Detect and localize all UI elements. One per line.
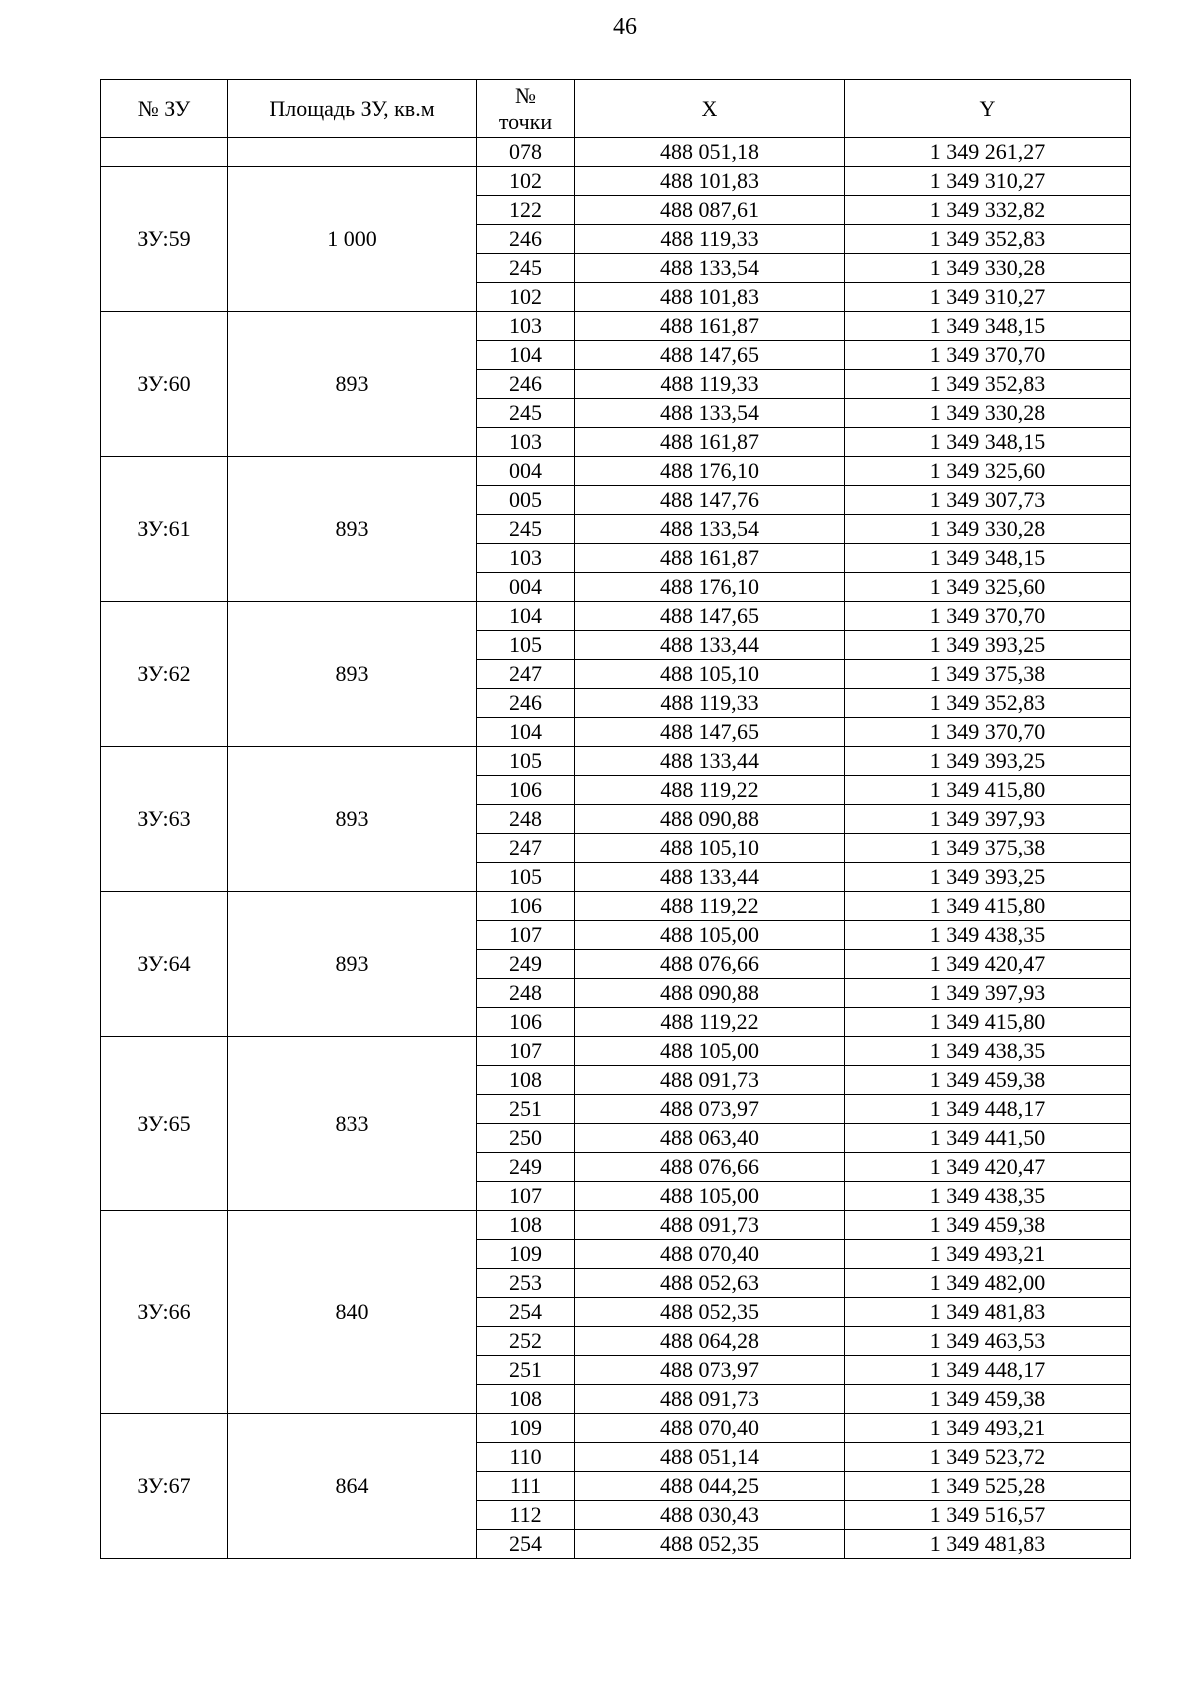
cell-point: 103 (477, 428, 575, 457)
header-point-label: № точки (498, 82, 553, 134)
cell-y: 1 349 448,17 (845, 1356, 1131, 1385)
cell-point: 104 (477, 602, 575, 631)
table-header (101, 80, 1131, 138)
cell-x: 488 101,83 (575, 167, 845, 196)
cell-y: 1 349 370,70 (845, 341, 1131, 370)
page-number: 46 (613, 14, 637, 40)
cell-point: 247 (477, 834, 575, 863)
header-area: Площадь ЗУ, кв.м (228, 80, 477, 138)
cell-point: 102 (477, 167, 575, 196)
cell-y: 1 349 261,27 (845, 138, 1131, 167)
cell-x: 488 076,66 (575, 1153, 845, 1182)
cell-point: 105 (477, 863, 575, 892)
cell-y: 1 349 481,83 (845, 1298, 1131, 1327)
cell-x: 488 051,18 (575, 138, 845, 167)
cell-point: 106 (477, 1008, 575, 1037)
cell-y: 1 349 352,83 (845, 370, 1131, 399)
cell-x: 488 091,73 (575, 1066, 845, 1095)
cell-x: 488 147,65 (575, 718, 845, 747)
cell-y: 1 349 375,38 (845, 834, 1131, 863)
cell-y: 1 349 459,38 (845, 1385, 1131, 1414)
cell-y: 1 349 448,17 (845, 1095, 1131, 1124)
cell-x: 488 030,43 (575, 1501, 845, 1530)
table-body (101, 138, 1131, 1559)
cell-zu: ЗУ:62 (101, 602, 228, 747)
cell-point: 105 (477, 747, 575, 776)
cell-x: 488 133,44 (575, 631, 845, 660)
cell-x: 488 070,40 (575, 1414, 845, 1443)
cell-y: 1 349 310,27 (845, 283, 1131, 312)
cell-y: 1 349 393,25 (845, 747, 1131, 776)
cell-area: 893 (228, 747, 477, 892)
cell-point: 245 (477, 399, 575, 428)
cell-zu: ЗУ:60 (101, 312, 228, 457)
cell-y: 1 349 463,53 (845, 1327, 1131, 1356)
cell-x: 488 051,14 (575, 1443, 845, 1472)
cell-y: 1 349 348,15 (845, 544, 1131, 573)
cell-y: 1 349 330,28 (845, 254, 1131, 283)
table-row (101, 1211, 1131, 1240)
cell-area: 1 000 (228, 167, 477, 312)
cell-y: 1 349 438,35 (845, 1037, 1131, 1066)
cell-point: 251 (477, 1095, 575, 1124)
cell-point: 246 (477, 689, 575, 718)
cell-point: 249 (477, 1153, 575, 1182)
cell-y: 1 349 415,80 (845, 892, 1131, 921)
cell-x: 488 161,87 (575, 544, 845, 573)
cell-x: 488 161,87 (575, 428, 845, 457)
cell-x: 488 090,88 (575, 979, 845, 1008)
cell-x: 488 147,65 (575, 602, 845, 631)
cell-x: 488 105,00 (575, 1182, 845, 1211)
cell-x: 488 052,35 (575, 1298, 845, 1327)
cell-y: 1 349 348,15 (845, 312, 1131, 341)
cell-x: 488 105,00 (575, 921, 845, 950)
cell-zu: ЗУ:59 (101, 167, 228, 312)
cell-point: 004 (477, 573, 575, 602)
cell-point: 122 (477, 196, 575, 225)
cell-y: 1 349 441,50 (845, 1124, 1131, 1153)
cell-y: 1 349 415,80 (845, 1008, 1131, 1037)
cell-y: 1 349 393,25 (845, 863, 1131, 892)
cell-x: 488 087,61 (575, 196, 845, 225)
cell-y: 1 349 370,70 (845, 602, 1131, 631)
cell-area: 893 (228, 602, 477, 747)
cell-zu: ЗУ:63 (101, 747, 228, 892)
cell-y: 1 349 325,60 (845, 457, 1131, 486)
cell-y: 1 349 375,38 (845, 660, 1131, 689)
cell-x: 488 073,97 (575, 1095, 845, 1124)
cell-x: 488 105,10 (575, 660, 845, 689)
cell-x: 488 119,22 (575, 1008, 845, 1037)
cell-point: 108 (477, 1385, 575, 1414)
cell-point: 254 (477, 1298, 575, 1327)
table-row (101, 138, 1131, 167)
header-row (101, 80, 1131, 138)
cell-point: 106 (477, 892, 575, 921)
cell-zu: ЗУ:61 (101, 457, 228, 602)
cell-y: 1 349 482,00 (845, 1269, 1131, 1298)
cell-y: 1 349 330,28 (845, 515, 1131, 544)
cell-point: 104 (477, 718, 575, 747)
cell-y: 1 349 325,60 (845, 573, 1131, 602)
cell-x: 488 133,54 (575, 254, 845, 283)
cell-point: 110 (477, 1443, 575, 1472)
cell-x: 488 063,40 (575, 1124, 845, 1153)
cell-point: 105 (477, 631, 575, 660)
table-row (101, 1037, 1131, 1066)
cell-area: 833 (228, 1037, 477, 1211)
header-x: X (575, 80, 845, 138)
cell-point: 109 (477, 1414, 575, 1443)
cell-point: 251 (477, 1356, 575, 1385)
table-row (101, 747, 1131, 776)
cell-point: 102 (477, 283, 575, 312)
cell-x: 488 073,97 (575, 1356, 845, 1385)
cell-area: 864 (228, 1414, 477, 1559)
cell-y: 1 349 352,83 (845, 225, 1131, 254)
cell-point: 247 (477, 660, 575, 689)
cell-zu: ЗУ:66 (101, 1211, 228, 1414)
cell-point: 078 (477, 138, 575, 167)
cell-point: 108 (477, 1211, 575, 1240)
cell-point: 108 (477, 1066, 575, 1095)
cell-point: 245 (477, 515, 575, 544)
table-row (101, 602, 1131, 631)
cell-point: 248 (477, 979, 575, 1008)
cell-x: 488 091,73 (575, 1385, 845, 1414)
cell-point: 250 (477, 1124, 575, 1153)
cell-x: 488 133,44 (575, 747, 845, 776)
cell-x: 488 119,33 (575, 370, 845, 399)
cell-point: 109 (477, 1240, 575, 1269)
cell-y: 1 349 307,73 (845, 486, 1131, 515)
cell-x: 488 105,10 (575, 834, 845, 863)
cell-y: 1 349 348,15 (845, 428, 1131, 457)
cell-x: 488 147,76 (575, 486, 845, 515)
cell-y: 1 349 310,27 (845, 167, 1131, 196)
cell-point: 253 (477, 1269, 575, 1298)
cell-y: 1 349 438,35 (845, 1182, 1131, 1211)
cell-x: 488 133,54 (575, 515, 845, 544)
cell-y: 1 349 397,93 (845, 805, 1131, 834)
cell-y: 1 349 397,93 (845, 979, 1131, 1008)
table-row (101, 312, 1131, 341)
cell-point: 248 (477, 805, 575, 834)
cell-x: 488 147,65 (575, 341, 845, 370)
cell-point: 103 (477, 312, 575, 341)
cell-x: 488 091,73 (575, 1211, 845, 1240)
cell-area: 840 (228, 1211, 477, 1414)
cell-y: 1 349 393,25 (845, 631, 1131, 660)
cell-x: 488 119,22 (575, 776, 845, 805)
cell-y: 1 349 370,70 (845, 718, 1131, 747)
cell-x: 488 133,54 (575, 399, 845, 428)
cell-x: 488 070,40 (575, 1240, 845, 1269)
cell-y: 1 349 438,35 (845, 921, 1131, 950)
cell-y: 1 349 523,72 (845, 1443, 1131, 1472)
cell-point: 254 (477, 1530, 575, 1559)
table-row (101, 892, 1131, 921)
cell-y: 1 349 420,47 (845, 1153, 1131, 1182)
cell-point: 246 (477, 225, 575, 254)
cell-x: 488 105,00 (575, 1037, 845, 1066)
cell-point: 106 (477, 776, 575, 805)
cell-x: 488 090,88 (575, 805, 845, 834)
cell-point: 245 (477, 254, 575, 283)
cell-x: 488 119,22 (575, 892, 845, 921)
cell-zu: ЗУ:64 (101, 892, 228, 1037)
cell-y: 1 349 525,28 (845, 1472, 1131, 1501)
cell-area: 893 (228, 312, 477, 457)
cell-point: 107 (477, 921, 575, 950)
cell-x: 488 052,35 (575, 1530, 845, 1559)
coordinates-table (100, 79, 1131, 1559)
cell-point: 103 (477, 544, 575, 573)
cell-y: 1 349 493,21 (845, 1240, 1131, 1269)
cell-zu (101, 138, 228, 167)
cell-y: 1 349 415,80 (845, 776, 1131, 805)
cell-y: 1 349 481,83 (845, 1530, 1131, 1559)
table-row (101, 1414, 1131, 1443)
cell-y: 1 349 330,28 (845, 399, 1131, 428)
cell-x: 488 161,87 (575, 312, 845, 341)
cell-point: 005 (477, 486, 575, 515)
cell-point: 112 (477, 1501, 575, 1530)
cell-zu: ЗУ:67 (101, 1414, 228, 1559)
cell-y: 1 349 493,21 (845, 1414, 1131, 1443)
cell-y: 1 349 459,38 (845, 1066, 1131, 1095)
header-zu: № ЗУ (101, 80, 228, 138)
cell-y: 1 349 459,38 (845, 1211, 1131, 1240)
cell-y: 1 349 332,82 (845, 196, 1131, 225)
header-point (477, 80, 575, 138)
table-row (101, 167, 1131, 196)
cell-point: 246 (477, 370, 575, 399)
cell-point: 111 (477, 1472, 575, 1501)
cell-point: 107 (477, 1037, 575, 1066)
cell-x: 488 044,25 (575, 1472, 845, 1501)
cell-y: 1 349 516,57 (845, 1501, 1131, 1530)
cell-x: 488 052,63 (575, 1269, 845, 1298)
cell-area: 893 (228, 457, 477, 602)
cell-x: 488 119,33 (575, 225, 845, 254)
cell-point: 107 (477, 1182, 575, 1211)
cell-point: 104 (477, 341, 575, 370)
cell-area (228, 138, 477, 167)
cell-y: 1 349 420,47 (845, 950, 1131, 979)
cell-x: 488 101,83 (575, 283, 845, 312)
cell-x: 488 133,44 (575, 863, 845, 892)
cell-x: 488 176,10 (575, 573, 845, 602)
cell-x: 488 076,66 (575, 950, 845, 979)
cell-zu: ЗУ:65 (101, 1037, 228, 1211)
cell-x: 488 119,33 (575, 689, 845, 718)
cell-x: 488 176,10 (575, 457, 845, 486)
cell-y: 1 349 352,83 (845, 689, 1131, 718)
cell-area: 893 (228, 892, 477, 1037)
table-row (101, 457, 1131, 486)
cell-point: 004 (477, 457, 575, 486)
cell-point: 252 (477, 1327, 575, 1356)
cell-point: 249 (477, 950, 575, 979)
header-y: Y (845, 80, 1131, 138)
cell-x: 488 064,28 (575, 1327, 845, 1356)
